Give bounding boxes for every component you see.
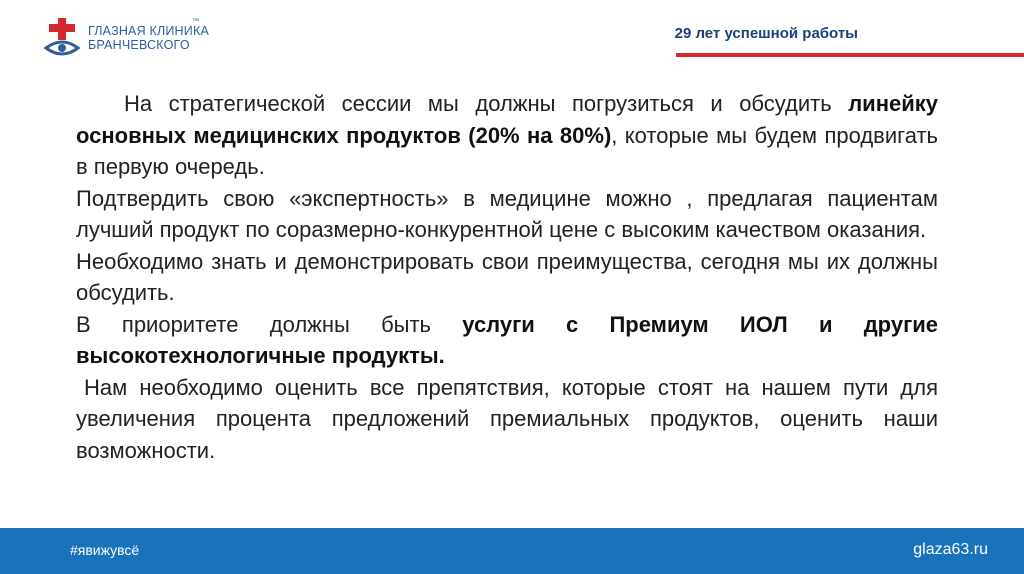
paragraph-5: Нам необходимо оценить все препятствия, которые стоят на нашем пути для увеличения процента предложений премиальных продуктов, оценить наши возможности. bbox=[76, 374, 938, 463]
paragraph-4 bbox=[76, 309, 938, 372]
eye-cross-logo-icon bbox=[42, 18, 82, 62]
slide-body-text bbox=[76, 88, 938, 466]
paragraph-4-start: В приоритете должны быть bbox=[76, 311, 463, 337]
logo-text bbox=[88, 24, 209, 52]
paragraph-3: Необходимо знать и демонстрировать свои преимущества, сегодня мы их должны обсудить. bbox=[76, 248, 938, 305]
paragraph-2: Подтвердить свою «экспертность» в медицине можно , предлагая пациентам лучший продукт по соразмерно-конкурентной цене с высоким качеством оказания. bbox=[76, 185, 938, 242]
paragraph-1-end: , которые мы будем продвигать в первую очередь. bbox=[76, 122, 938, 179]
logo-line-2: БРАНЧЕВСКОГО bbox=[88, 38, 190, 52]
trademark-sign: ™ bbox=[192, 18, 199, 25]
footer-bar bbox=[0, 528, 1024, 574]
footer-website-link[interactable]: glaza63.ru bbox=[913, 541, 988, 558]
header-divider-line bbox=[676, 53, 1024, 57]
logo-line-1: ГЛАЗНАЯ КЛИНИКА bbox=[88, 24, 209, 38]
paragraph-1-start: На стратегической сессии мы должны погрузиться и обсудить bbox=[124, 91, 849, 116]
clinic-logo[interactable] bbox=[40, 18, 210, 62]
slogan: 29 лет успешной работы bbox=[674, 25, 858, 42]
footer-hashtag: #явижувсё bbox=[70, 542, 140, 558]
paragraph-1-bold: линейку основных медицинских продуктов (20% на 80%) bbox=[76, 91, 938, 148]
paragraph-4-bold: услуги с Премиум ИОЛ и другие высокотехнологичные продукты. bbox=[76, 311, 938, 368]
paragraph-1 bbox=[76, 88, 938, 183]
